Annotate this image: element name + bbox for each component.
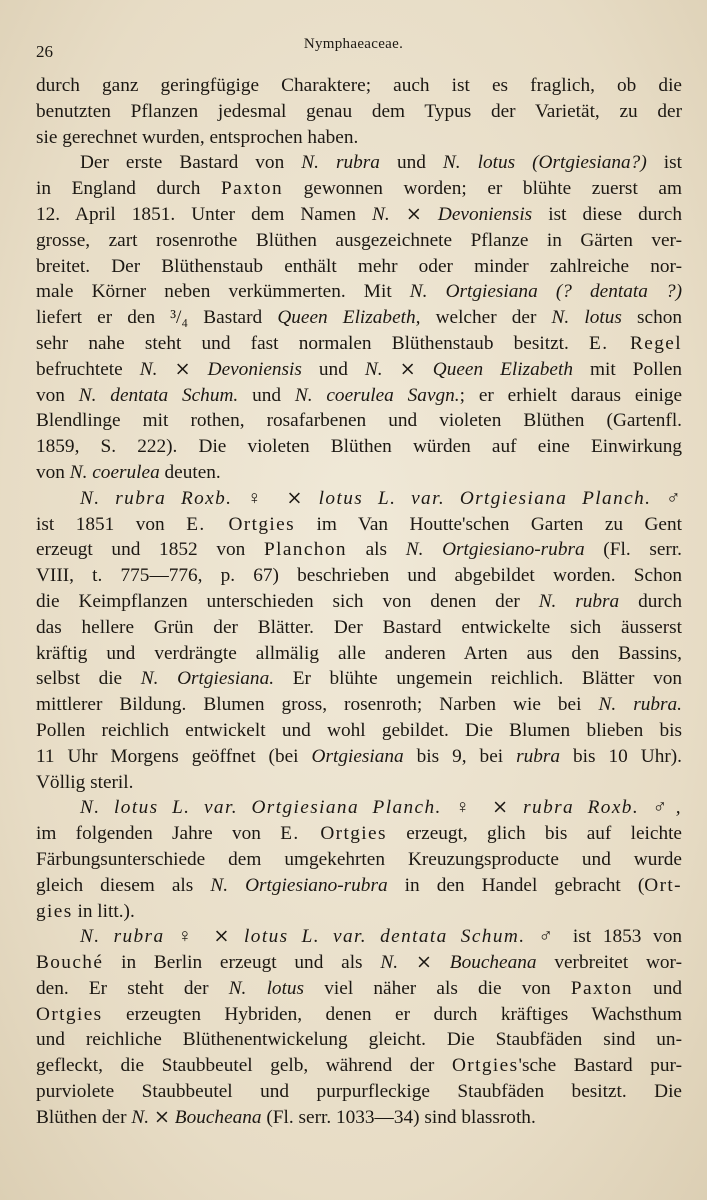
text-segment: gewonnen worden; er blühte zuerst am	[283, 178, 682, 200]
text-segment: ist 1853 von	[561, 926, 682, 948]
text-line	[36, 718, 682, 744]
text-line	[36, 976, 682, 1002]
text-segment: N. rubra	[538, 590, 620, 612]
text-segment: N. Ortgiesiano-rubra	[405, 539, 585, 561]
text-line	[36, 899, 682, 925]
text-segment: 'sche Bastard pur-	[518, 1055, 682, 1077]
text-segment: rubra	[516, 745, 561, 767]
text-segment: kräftig und verdrängte allmälig alle anderen Arten aus den Bassins,	[36, 642, 682, 664]
text-line	[36, 150, 682, 176]
text-segment: VIII, t. 775—776, p. 67) beschrieben und abgebildet worden. Schon	[36, 565, 682, 587]
text-segment: N. coerulea Savgn.	[294, 384, 460, 406]
text-segment: breitet. Der Blüthenstaub enthält mehr oder minder zahlreiche nor-	[36, 255, 682, 277]
text-segment: (Fl. serr.	[584, 539, 682, 561]
text-segment: in den Handel gebracht (	[387, 874, 645, 896]
text-segment: ist	[646, 152, 682, 174]
text-line	[36, 279, 682, 305]
text-line	[36, 1079, 682, 1105]
text-line	[36, 512, 682, 538]
text-line	[36, 795, 682, 821]
text-line	[36, 408, 682, 434]
text-segment: sie gerechnet wurden, entsprochen haben.	[36, 126, 359, 148]
text-segment: Bouché	[36, 952, 104, 974]
text-segment: grosse, zart rosenrothe Blüthen ausgezeichnete Pflanze in Gärten ver-	[36, 229, 682, 251]
text-segment: N. lotus (Ortgiesiana?)	[442, 152, 647, 174]
text-segment: Färbungsunterschiede dem umgekehrten Kreuzungsproducte und wurde	[36, 848, 682, 870]
text-segment: N. Ortgiesiano-rubra	[210, 874, 388, 896]
text-line	[36, 383, 682, 409]
text-segment: Ortgies	[36, 1003, 103, 1025]
text-segment: in England durch	[36, 178, 222, 200]
text-line	[36, 1105, 682, 1131]
text-segment: im folgenden Jahre von	[36, 823, 281, 845]
text-segment: das hellere Grün der Blätter. Der Bastard entwickelte sich äusserst	[36, 616, 682, 638]
text-segment: gies	[36, 900, 73, 922]
text-segment: und reichliche Blüthenentwickelung gleicht. Die Staubfäden sind un-	[36, 1029, 682, 1051]
text-segment: im Van Houtte'schen Garten zu Gent	[295, 513, 682, 535]
text-segment: von	[36, 461, 70, 483]
text-segment: selbst die	[36, 668, 141, 690]
text-segment: N. Ortgiesiana.	[140, 668, 275, 690]
text-segment: mit Pollen	[572, 358, 682, 380]
text-segment: ist 1851 von	[36, 513, 187, 535]
page-header	[36, 36, 671, 62]
text-segment: Paxton	[221, 178, 284, 200]
text-segment: N. rubra Roxb. ♀ ⨯ lotus L. var. Ortgiesiana Planch. ♂	[80, 487, 682, 509]
text-line	[36, 73, 682, 99]
text-segment: 1859, S. 222). Die violeten Blüthen würden auf eine Einwirkung	[36, 436, 682, 458]
text-segment: befruchtete	[36, 358, 140, 380]
running-title: Nymphaeaceae.	[303, 36, 404, 52]
text-line	[36, 924, 682, 950]
text-segment: Ortgies	[451, 1055, 519, 1077]
text-line	[36, 615, 682, 641]
text-line	[36, 847, 682, 873]
text-segment: ; er erhielt daraus einige	[459, 384, 682, 406]
page-number: 26	[36, 42, 53, 61]
text-segment: viel näher als die von	[304, 977, 571, 999]
text-segment: N. coerulea	[69, 461, 160, 483]
text-segment: N. ⨯ Boucheana	[380, 952, 537, 974]
text-segment: erzeugten Hybriden, denen er durch kräftiges Wachsthum	[102, 1003, 682, 1025]
text-segment: und	[301, 358, 365, 380]
text-segment: mittlerer Bildung. Blumen gross, rosenroth; Narben wie bei	[36, 694, 599, 716]
text-segment: N. lotus	[228, 977, 305, 999]
text-segment: N. rubra.	[598, 694, 682, 716]
text-segment: bis 9, bei	[403, 745, 517, 767]
text-segment: und	[379, 152, 443, 174]
text-segment: E. Ortgies	[280, 823, 387, 845]
text-line	[36, 692, 682, 718]
text-segment: N. ⨯ Queen Elizabeth	[364, 358, 573, 380]
text-segment: und	[632, 977, 682, 999]
text-segment: welcher der	[420, 307, 552, 329]
text-line	[36, 1002, 682, 1028]
text-segment: Planchon	[263, 539, 347, 561]
text-segment: 11 Uhr Morgens geöffnet (bei	[36, 745, 312, 767]
text-segment: den. Er steht der	[36, 977, 229, 999]
text-line	[36, 666, 682, 692]
text-line	[36, 176, 682, 202]
text-segment: durch	[619, 590, 682, 612]
text-segment: bis 10 Uhr).	[560, 745, 682, 767]
text-segment: male Körner neben verkümmerten. Mit	[36, 281, 410, 303]
text-segment: und	[238, 384, 295, 406]
text-segment: gleich diesem als	[36, 874, 211, 896]
text-line	[36, 744, 682, 770]
text-line	[36, 821, 682, 847]
text-segment: von	[36, 384, 79, 406]
text-segment: Ortgiesiana	[311, 745, 404, 767]
text-line	[36, 305, 682, 331]
text-line	[36, 950, 682, 976]
text-segment: Queen Elizabeth,	[277, 307, 421, 329]
text-segment: E. Ortgies	[186, 513, 296, 535]
text-segment: gefleckt, die Staubbeutel gelb, während der	[36, 1055, 452, 1077]
text-segment: ist diese durch	[532, 203, 682, 225]
text-line	[36, 486, 682, 512]
text-line	[36, 563, 682, 589]
text-segment: N. ⨯ Devoniensis	[139, 358, 302, 380]
text-segment: durch ganz geringfügige Charaktere; auch ist es fraglich, ob die	[36, 75, 682, 96]
text-segment: N. Ortgiesiana (? dentata ?)	[409, 281, 682, 303]
text-segment: N. lotus	[551, 307, 622, 329]
text-line	[36, 460, 682, 486]
text-segment: Er blühte ungemein reichlich. Blätter von	[274, 668, 682, 690]
text-segment: als	[346, 539, 406, 561]
text-segment: Völlig steril.	[36, 771, 134, 793]
text-segment: Blendlinge mit rothen, rosafarbenen und violeten Blüthen (Gartenfl.	[36, 410, 682, 432]
text-line	[36, 873, 682, 899]
text-line	[36, 641, 682, 667]
text-segment: die Keimpflanzen unterschieden sich von denen der	[36, 590, 539, 612]
text-segment: benutzten Pflanzen jedesmal genau dem Typus der Varietät, zu der	[36, 100, 682, 122]
text-line	[36, 589, 682, 615]
text-segment: Paxton	[570, 977, 633, 999]
page-body	[36, 73, 682, 1131]
text-segment: 12. April 1851. Unter dem Namen	[36, 203, 373, 225]
text-segment: N. ⨯ Devoniensis	[372, 203, 533, 225]
text-segment: N. ⨯ Boucheana	[131, 1106, 262, 1128]
text-line	[36, 357, 682, 383]
text-line	[36, 99, 682, 125]
text-segment: Ort-	[644, 874, 682, 896]
text-segment: N. dentata Schum.	[78, 384, 239, 406]
text-segment: Pollen reichlich entwickelt und wohl gebildet. Die Blumen blieben bis	[36, 719, 682, 741]
text-line	[36, 1027, 682, 1053]
text-segment: purviolete Staubbeutel und purpurfleckige Staubfäden besitzt. Die	[36, 1081, 682, 1103]
text-line	[36, 125, 682, 151]
text-segment: in Berlin erzeugt und als	[103, 952, 381, 974]
text-line	[36, 537, 682, 563]
text-line	[36, 434, 682, 460]
text-line	[36, 228, 682, 254]
text-segment: Blüthen der	[36, 1106, 132, 1128]
text-line	[36, 202, 682, 228]
text-segment: N. lotus L. var. Ortgiesiana Planch. ♀ ⨯ rubra Roxb. ♂,	[80, 797, 682, 819]
text-segment: (Fl. serr. 1033—34) sind blassroth.	[261, 1106, 536, 1128]
text-line	[36, 254, 682, 280]
text-segment: in litt.).	[72, 900, 135, 922]
text-line	[36, 770, 682, 796]
text-segment: N. rubra ♀ ⨯ lotus L. var. dentata Schum. ♂	[80, 926, 562, 948]
text-segment: erzeugt und 1852 von	[36, 539, 264, 561]
text-segment: deuten.	[159, 461, 221, 483]
text-segment: Der erste Bastard von	[80, 152, 302, 174]
text-segment: verbreitet wor-	[536, 952, 682, 974]
text-line	[36, 1053, 682, 1079]
text-segment: sehr nahe steht und fast normalen Blüthenstaub besitzt.	[36, 332, 590, 354]
text-segment: schon	[621, 307, 682, 329]
text-segment: liefert er den ³/₄ Bastard	[36, 307, 278, 329]
text-line	[36, 331, 682, 357]
text-segment: erzeugt, glich bis auf leichte	[386, 823, 682, 845]
text-segment: E. Regel	[589, 332, 682, 354]
text-segment: N. rubra	[301, 152, 380, 174]
